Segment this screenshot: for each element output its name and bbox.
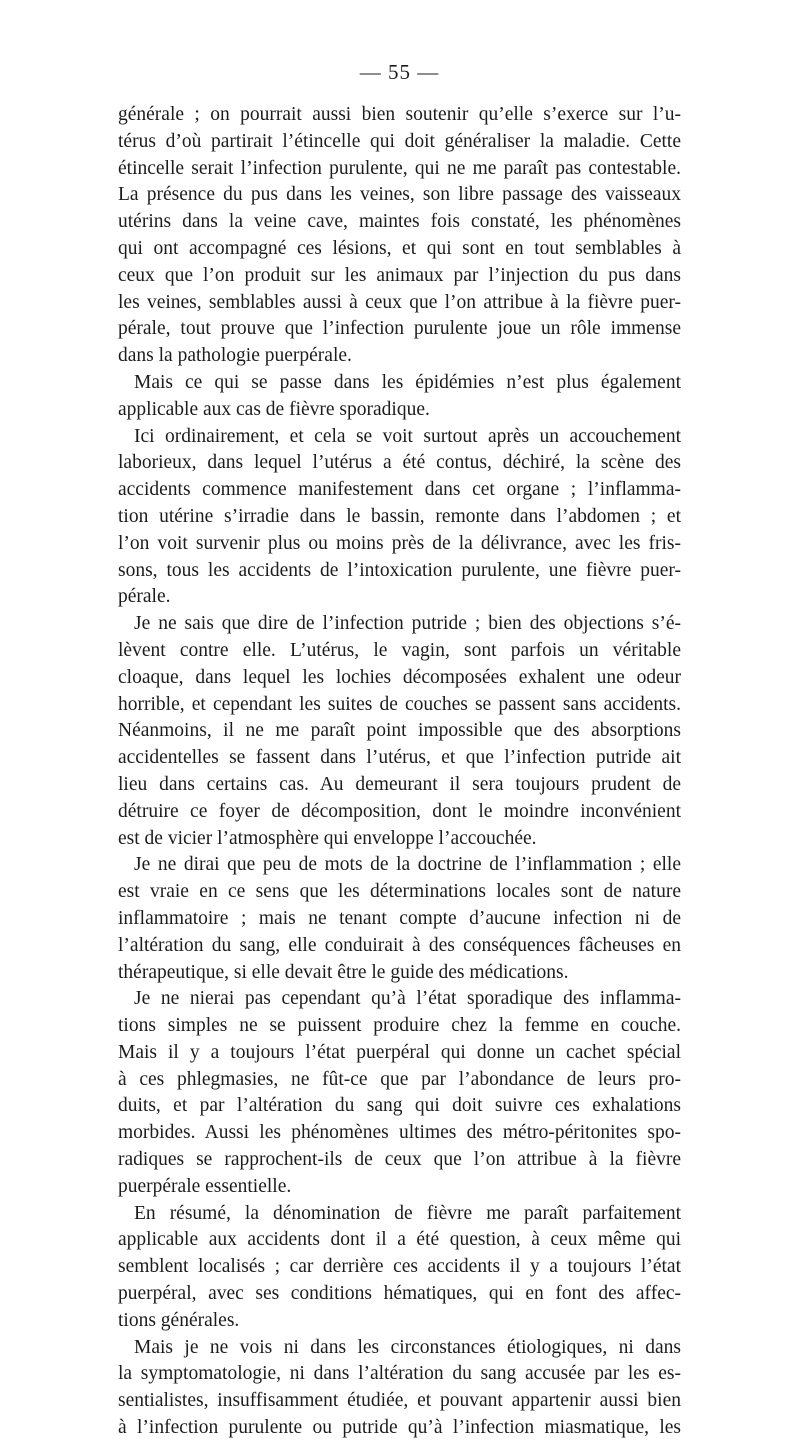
text-line: la symptomatologie, ni dans l’altération du sang accusée par les es- bbox=[118, 1363, 681, 1385]
text-line: applicable aux accidents dont il a été question, à ceux même qui bbox=[118, 1229, 681, 1251]
text-line: lieu dans certains cas. Au demeurant il sera toujours prudent de bbox=[118, 773, 681, 795]
text-line: lèvent contre elle. L’utérus, le vagin, sont parfois un véritable bbox=[118, 639, 681, 661]
text-line: Néanmoins, il ne me paraît point impossible que des absorptions bbox=[118, 720, 681, 742]
text-line: ceux que l’on produit sur les animaux par l’injection du pus dans bbox=[118, 264, 681, 286]
text-line: à ces phlegmasies, ne fût-ce que par l’abondance de leurs pro- bbox=[118, 1068, 681, 1090]
text-line: Je ne sais que dire de l’infection putride ; bien des objections s’é- bbox=[134, 613, 681, 635]
text-line: détruire ce foyer de décomposition, dont le moindre inconvénient bbox=[118, 800, 681, 822]
text-line: inflammatoire ; mais ne tenant compte d’aucune infection ni de bbox=[118, 907, 681, 929]
text-line: morbides. Aussi les phénomènes ultimes des métro-péritonites spo- bbox=[118, 1122, 681, 1144]
text-line: qui ont accompagné ces lésions, et qui sont en tout semblables à bbox=[118, 237, 681, 259]
text-line: duits, et par l’altération du sang qui doit suivre ces exhalations bbox=[118, 1095, 681, 1117]
text-line: accidentelles se fassent dans l’utérus, et que l’infection putride ait bbox=[118, 747, 681, 769]
text-line: Mais je ne vois ni dans les circonstances étiologiques, ni dans bbox=[134, 1336, 681, 1358]
text-line: tions simples ne se puissent produire chez la femme en couche. bbox=[118, 1015, 681, 1037]
text-line: Mais ce qui se passe dans les épidémies n’est plus également bbox=[134, 371, 681, 393]
text-line: térus d’où partirait l’étincelle qui doit généraliser la maladie. Cette bbox=[118, 130, 681, 152]
text-line: sentialistes, insuffisamment étudiée, et pouvant appartenir aussi bien bbox=[118, 1390, 681, 1412]
text-line: laborieux, dans lequel l’utérus a été contus, déchiré, la scène des bbox=[118, 452, 681, 474]
text-line: tion utérine s’irradie dans le bassin, remonte dans l’abdomen ; et bbox=[118, 505, 681, 527]
text-line: est de vicier l’atmosphère qui enveloppe l’accouchée. bbox=[118, 827, 537, 849]
text-line: sons, tous les accidents de l’intoxication purulente, une fièvre puer- bbox=[118, 559, 681, 581]
text-line: applicable aux cas de fièvre sporadique. bbox=[118, 398, 430, 420]
text-line: dans la pathologie puerpérale. bbox=[118, 345, 352, 367]
text-line: semblent localisés ; car derrière ces accidents il y a toujours l’état bbox=[118, 1256, 681, 1278]
text-line: Mais il y a toujours l’état puerpéral qui donne un cachet spécial bbox=[118, 1041, 681, 1063]
text-line: pérale. bbox=[118, 586, 171, 608]
text-line: est vraie en ce sens que les déterminations locales sont de nature bbox=[118, 881, 681, 903]
text-line: étincelle serait l’infection purulente, qui ne me paraît pas contestable. bbox=[118, 157, 681, 179]
text-line: radiques se rapprochent-ils de ceux que l’on attribue à la fièvre bbox=[118, 1149, 681, 1171]
text-line: horrible, et cependant les suites de couches se passent sans accidents. bbox=[118, 693, 681, 715]
text-line: utérins dans la veine cave, maintes fois constaté, les phénomènes bbox=[118, 211, 681, 233]
text-line: à l’infection purulente ou putride qu’à l’infection miasmatique, les bbox=[118, 1417, 681, 1439]
text-line: En résumé, la dénomination de fièvre me paraît parfaitement bbox=[134, 1202, 681, 1224]
body-text bbox=[118, 102, 681, 1442]
text-line: générale ; on pourrait aussi bien soutenir qu’elle s’exerce sur l’u- bbox=[118, 104, 681, 125]
text-line: Je ne dirai que peu de mots de la doctrine de l’inflammation ; elle bbox=[134, 854, 681, 876]
text-line: l’altération du sang, elle conduirait à des conséquences fâcheuses en bbox=[118, 934, 681, 956]
text-line: La présence du pus dans les veines, son libre passage des vaisseaux bbox=[118, 184, 681, 206]
text-line: l’on voit survenir plus ou moins près de la délivrance, avec les fris- bbox=[118, 532, 681, 554]
text-line: puerpéral, avec ses conditions hématiques, qui en font des affec- bbox=[118, 1283, 681, 1305]
text-line: puerpérale essentielle. bbox=[118, 1175, 292, 1197]
text-line: Ici ordinairement, et cela se voit surtout après un accouchement bbox=[134, 425, 681, 447]
text-line: pérale, tout prouve que l’infection purulente joue un rôle immense bbox=[118, 318, 681, 340]
text-line: tions générales. bbox=[118, 1309, 240, 1331]
book-page bbox=[118, 60, 681, 1442]
text-line: Je ne nierai pas cependant qu’à l’état sporadique des inflamma- bbox=[134, 988, 681, 1010]
text-line: cloaque, dans lequel les lochies décomposées exhalent une odeur bbox=[118, 666, 681, 688]
text-line: les veines, semblables aussi à ceux que l’on attribue à la fièvre puer- bbox=[118, 291, 681, 313]
text-line: accidents commence manifestement dans cet organe ; l’inflamma- bbox=[118, 479, 681, 501]
page-number: — 55 — bbox=[359, 60, 440, 84]
text-line: thérapeutique, si elle devait être le guide des médications. bbox=[118, 961, 569, 983]
